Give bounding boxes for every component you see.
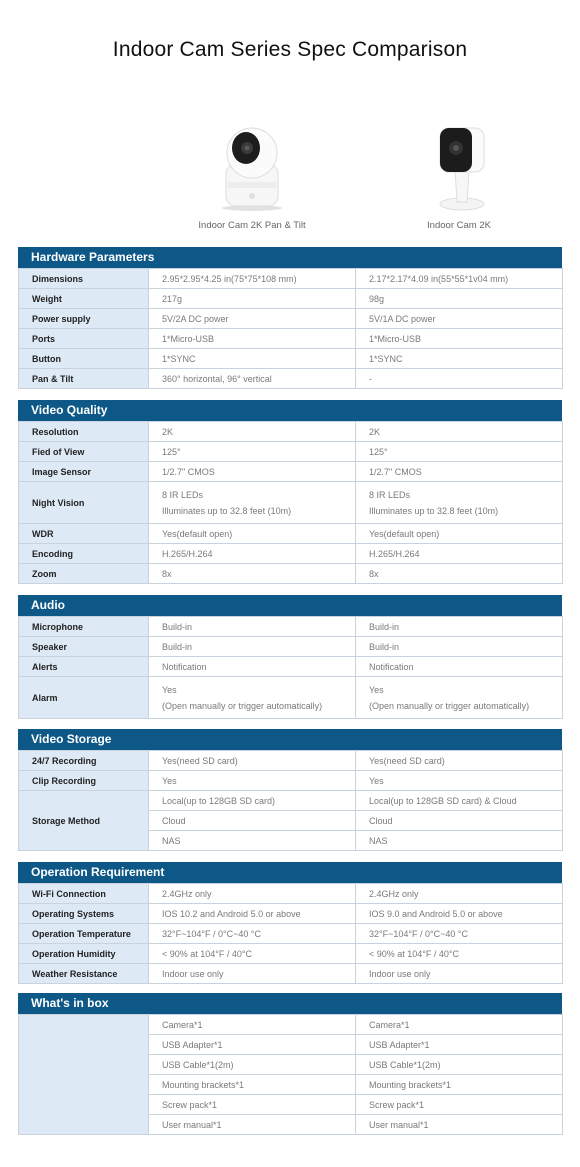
table-row	[19, 1015, 563, 1035]
product-pan-tilt	[152, 118, 352, 231]
row-label-empty	[19, 1015, 149, 1135]
table-row	[19, 964, 563, 984]
value-a: 2.4GHz only	[149, 884, 356, 904]
table-row	[19, 269, 563, 289]
value-a: Notification	[149, 657, 356, 677]
row-label: Weather Resistance	[19, 964, 149, 984]
product-indoor-cam	[359, 118, 559, 231]
value-a: USB Cable*1(2m)	[149, 1055, 356, 1075]
row-label: Weight	[19, 289, 149, 309]
value-line: Yes	[162, 684, 177, 695]
section-title: What's in box	[18, 993, 562, 1014]
value-a: Yes(need SD card)	[149, 751, 356, 771]
value-b: Screw pack*1	[356, 1095, 563, 1115]
value-a: User manual*1	[149, 1115, 356, 1135]
row-label: Zoom	[19, 564, 149, 584]
value-b: Yes(default open)	[356, 524, 563, 544]
value-a: NAS	[149, 831, 356, 851]
value-line: (Open manually or trigger automatically)	[369, 700, 530, 711]
value-line: 8 IR LEDs	[369, 489, 411, 500]
value-a: H.265/H.264	[149, 544, 356, 564]
row-label: Button	[19, 349, 149, 369]
value-b: USB Cable*1(2m)	[356, 1055, 563, 1075]
table-row	[19, 289, 563, 309]
value-b: H.265/H.264	[356, 544, 563, 564]
section-title: Video Quality	[18, 400, 562, 421]
row-label: Image Sensor	[19, 462, 149, 482]
table-row	[19, 677, 563, 719]
row-label: Dimensions	[19, 269, 149, 289]
table-row	[19, 369, 563, 389]
row-label: Microphone	[19, 617, 149, 637]
value-a: Build-in	[149, 617, 356, 637]
value-b: Yes(need SD card)	[356, 751, 563, 771]
table-row	[19, 884, 563, 904]
pan-tilt-camera-image	[152, 118, 352, 214]
value-a: Mounting brackets*1	[149, 1075, 356, 1095]
value-a: 5V/2A DC power	[149, 309, 356, 329]
row-label: Alarm	[19, 677, 149, 719]
value-a: 1*SYNC	[149, 349, 356, 369]
row-label: Resolution	[19, 422, 149, 442]
value-b: 98g	[356, 289, 563, 309]
product-name-indoor-cam: Indoor Cam 2K	[427, 220, 491, 231]
table-row	[19, 791, 563, 811]
spec-table	[18, 616, 563, 719]
section-audio	[18, 595, 562, 719]
value-a: Camera*1	[149, 1015, 356, 1035]
table-row	[19, 617, 563, 637]
table-row	[19, 349, 563, 369]
value-b: < 90% at 104°F / 40°C	[356, 944, 563, 964]
value-a: 1/2.7" CMOS	[149, 462, 356, 482]
table-row	[19, 524, 563, 544]
value-a: 8x	[149, 564, 356, 584]
value-a: 2.95*2.95*4.25 in(75*75*108 mm)	[149, 269, 356, 289]
value-b: -	[356, 369, 563, 389]
value-b: Build-in	[356, 637, 563, 657]
section-box	[18, 993, 562, 1135]
value-b: 5V/1A DC power	[356, 309, 563, 329]
value-b: 2.4GHz only	[356, 884, 563, 904]
row-label: Power supply	[19, 309, 149, 329]
section-video	[18, 400, 562, 584]
value-b: Notification	[356, 657, 563, 677]
spec-table	[18, 750, 563, 851]
value-b: 1*SYNC	[356, 349, 563, 369]
row-label: WDR	[19, 524, 149, 544]
value-b: 125°	[356, 442, 563, 462]
value-a: 217g	[149, 289, 356, 309]
row-label: Storage Method	[19, 791, 149, 851]
product-name-pan-tilt: Indoor Cam 2K Pan & Tilt	[198, 220, 306, 231]
value-b: 2.17*2.17*4.09 in(55*55*1v04 mm)	[356, 269, 563, 289]
row-label: Wi-Fi Connection	[19, 884, 149, 904]
table-row	[19, 442, 563, 462]
section-storage	[18, 729, 562, 851]
value-b	[356, 677, 563, 719]
value-b: Camera*1	[356, 1015, 563, 1035]
value-a: Indoor use only	[149, 964, 356, 984]
table-row	[19, 924, 563, 944]
spec-table	[18, 883, 563, 984]
value-b: Local(up to 128GB SD card) & Cloud	[356, 791, 563, 811]
value-a: Cloud	[149, 811, 356, 831]
table-row	[19, 771, 563, 791]
value-a: 1*Micro-USB	[149, 329, 356, 349]
table-row	[19, 904, 563, 924]
page-title: Indoor Cam Series Spec Comparison	[112, 38, 468, 61]
value-a: < 90% at 104°F / 40°C	[149, 944, 356, 964]
value-a: USB Adapter*1	[149, 1035, 356, 1055]
row-label: Clip Recording	[19, 771, 149, 791]
value-b	[356, 482, 563, 524]
value-b: 8x	[356, 564, 563, 584]
value-a: IOS 10.2 and Android 5.0 or above	[149, 904, 356, 924]
table-row	[19, 657, 563, 677]
value-a: 2K	[149, 422, 356, 442]
value-a: Screw pack*1	[149, 1095, 356, 1115]
table-row	[19, 564, 563, 584]
value-b: 32°F~104°F / 0°C~40 °C	[356, 924, 563, 944]
value-a: Build-in	[149, 637, 356, 657]
value-line: Illuminates up to 32.8 feet (10m)	[369, 505, 499, 516]
value-b: Indoor use only	[356, 964, 563, 984]
value-a: 360° horizontal, 96° vertical	[149, 369, 356, 389]
row-label: Operation Temperature	[19, 924, 149, 944]
table-row	[19, 637, 563, 657]
value-a	[149, 482, 356, 524]
indoor-camera-image	[359, 118, 559, 214]
section-hardware	[18, 247, 562, 389]
section-title: Audio	[18, 595, 562, 616]
value-b: NAS	[356, 831, 563, 851]
row-label: 24/7 Recording	[19, 751, 149, 771]
value-a: 125°	[149, 442, 356, 462]
value-b: USB Adapter*1	[356, 1035, 563, 1055]
value-a: Local(up to 128GB SD card)	[149, 791, 356, 811]
row-label: Operating Systems	[19, 904, 149, 924]
row-label: Fied of View	[19, 442, 149, 462]
value-b: Yes	[356, 771, 563, 791]
row-label: Alerts	[19, 657, 149, 677]
value-b: 1*Micro-USB	[356, 329, 563, 349]
table-row	[19, 482, 563, 524]
table-row	[19, 329, 563, 349]
value-b: Build-in	[356, 617, 563, 637]
value-line: Illuminates up to 32.8 feet (10m)	[162, 505, 292, 516]
value-a	[149, 677, 356, 719]
value-a: 32°F~104°F / 0°C~40 °C	[149, 924, 356, 944]
table-row	[19, 422, 563, 442]
value-line: (Open manually or trigger automatically)	[162, 700, 323, 711]
value-line: Yes	[369, 684, 384, 695]
row-label: Night Vision	[19, 482, 149, 524]
value-b: 2K	[356, 422, 563, 442]
table-row	[19, 544, 563, 564]
value-line: 8 IR LEDs	[162, 489, 204, 500]
row-label: Pan & Tilt	[19, 369, 149, 389]
table-row	[19, 751, 563, 771]
table-row	[19, 309, 563, 329]
value-b: User manual*1	[356, 1115, 563, 1135]
spec-table	[18, 421, 563, 584]
value-b: Cloud	[356, 811, 563, 831]
row-label: Encoding	[19, 544, 149, 564]
spec-table	[18, 268, 563, 389]
value-b: IOS 9.0 and Android 5.0 or above	[356, 904, 563, 924]
value-a: Yes(default open)	[149, 524, 356, 544]
value-a: Yes	[149, 771, 356, 791]
value-b: 1/2.7" CMOS	[356, 462, 563, 482]
section-title: Hardware Parameters	[18, 247, 562, 268]
section-title: Video Storage	[18, 729, 562, 750]
row-label: Operation Humidity	[19, 944, 149, 964]
table-row	[19, 462, 563, 482]
row-label: Speaker	[19, 637, 149, 657]
section-title: Operation Requirement	[18, 862, 562, 883]
row-label: Ports	[19, 329, 149, 349]
spec-table	[18, 1014, 563, 1135]
section-operation	[18, 862, 562, 984]
table-row	[19, 944, 563, 964]
value-b: Mounting brackets*1	[356, 1075, 563, 1095]
